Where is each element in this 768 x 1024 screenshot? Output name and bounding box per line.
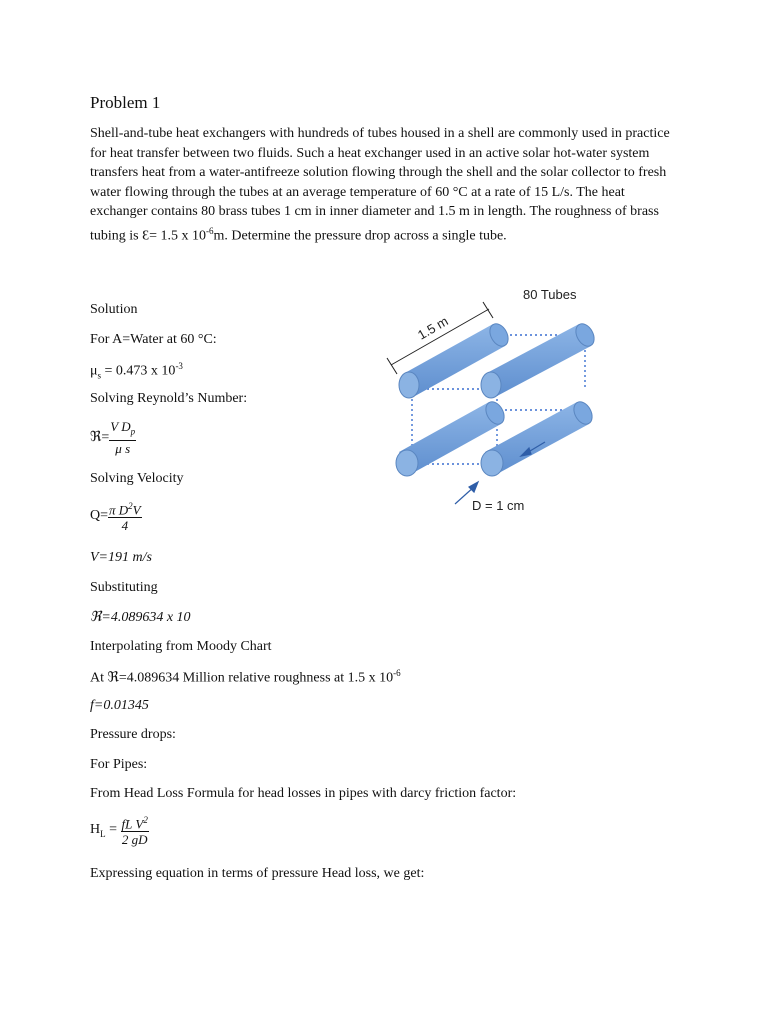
velocity-result: V=191 m/s xyxy=(90,550,152,565)
length-label: 1.5 m xyxy=(415,313,451,343)
reynolds-equation xyxy=(90,419,136,456)
friction-result: f=0.01345 xyxy=(90,698,149,713)
roughness-value: Ɛ= 1.5 x 10 xyxy=(142,228,207,244)
fluid-line: For A=Water at 60 °C: xyxy=(90,332,217,347)
viscosity-line xyxy=(90,361,183,380)
reynolds-lhs: ℜ= xyxy=(90,429,110,445)
velocity-heading: Solving Velocity xyxy=(90,471,184,486)
headloss-fraction xyxy=(121,813,149,847)
roughness-exponent: -6 xyxy=(206,225,214,236)
headloss-lhs: $H_L$ = xyxy=(90,821,121,839)
headloss-equation xyxy=(90,813,149,847)
substituting-line: Substituting xyxy=(90,580,158,595)
tube-bundle-diagram xyxy=(385,282,605,522)
moody-heading: Interpolating from Moody Chart xyxy=(90,639,272,654)
solution-heading: Solution xyxy=(90,302,138,317)
tubes-label: 80 Tubes xyxy=(523,287,577,302)
mu-subscript: s xyxy=(97,370,102,381)
reynolds-denominator: μ s xyxy=(115,440,131,456)
flow-fraction xyxy=(108,499,142,533)
reynolds-heading: Solving Reynold’s Number: xyxy=(90,391,248,406)
reynolds-result: ℜ=4.089634 x 10 xyxy=(90,610,191,625)
reynolds-fraction xyxy=(109,419,136,456)
pipes-heading: For Pipes: xyxy=(90,757,148,772)
diameter-label: D = 1 cm xyxy=(472,498,525,513)
moody-line: At ℜ=4.089634 Million relative roughness at 1.5 x $10^{-6}$ xyxy=(90,668,401,686)
statement-end: m. Determine the pressure drop across a single tube. xyxy=(213,228,507,244)
mu-exponent: -3 xyxy=(175,361,183,371)
mu-symbol: μ xyxy=(90,363,98,379)
headloss-denominator: 2 gD xyxy=(121,832,148,848)
headloss-numerator: fL $V^2$ xyxy=(121,815,148,832)
flow-equation xyxy=(90,499,142,533)
flow-lhs: Q= xyxy=(90,508,109,524)
expressing-line: Expressing equation in terms of pressure Head loss, we get: xyxy=(90,866,425,881)
statement-text: Shell-and-tube heat exchangers with hundreds of tubes housed in a shell are commonly used in practice for heat transfer between two fluids. Such a heat exchanger used in an active solar hot-water system transfers heat from a water-antifreeze solution flowing through the shell and the solar collector to fresh water flowing through the tubes at an average temperature of 60 °C at a rate of 15 L/s. The heat exchanger contains 80 brass tubes 1 cm in inner diameter and 1.5 m in length. The roughness of brass tubing is xyxy=(90,126,670,244)
reynolds-numerator: V $D_p$ xyxy=(109,419,136,441)
flow-denominator: 4 xyxy=(121,518,129,534)
mu-value: = 0.473 x 10 xyxy=(101,363,176,379)
pressure-heading: Pressure drops: xyxy=(90,727,176,742)
headloss-heading: From Head Loss Formula for head losses in pipes with darcy friction factor: xyxy=(90,786,517,801)
problem-title: Problem 1 xyxy=(90,93,161,112)
problem-statement xyxy=(90,124,670,246)
flow-numerator: π $D^2V$ xyxy=(109,501,141,518)
moody-exponent: -6 xyxy=(393,668,401,678)
